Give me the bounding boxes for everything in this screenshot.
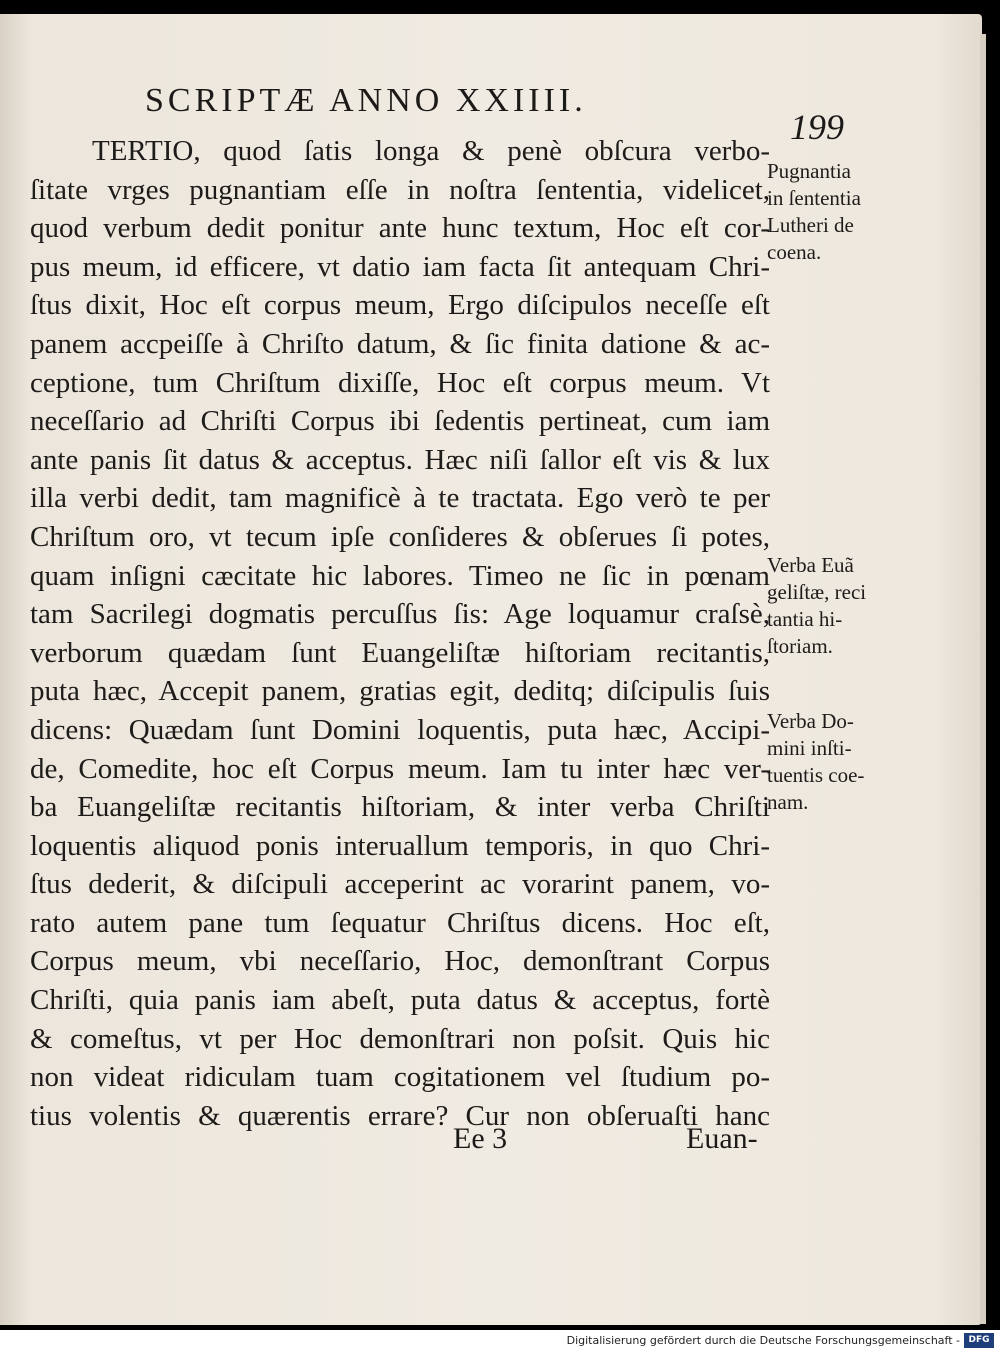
margin-note-verba-euangelistae	[767, 552, 866, 660]
text-line: & comeſtus, vt per Hoc demonſtrari non poſsit. Quis hic	[30, 1022, 770, 1055]
margin-note-line: Lutheri de	[767, 213, 854, 237]
text-line: ſtus dixit, Hoc eſt corpus meum, Ergo diſcipulos neceſſe eſt	[30, 289, 770, 322]
text-line: ſitate vrges pugnantiam eſſe in noſtra ſententia, videlicet,	[30, 173, 770, 206]
margin-note-line: geliſtæ, reci	[767, 580, 867, 604]
text-line: ante panis ſit datus & acceptus. Hæc niſi ſallor eſt vis & lux	[30, 443, 770, 476]
body-text	[30, 132, 770, 1135]
margin-note-line: Verba Euã	[767, 553, 854, 577]
margin-note-line: nam.	[767, 790, 809, 814]
margin-note-pugnantia	[767, 158, 861, 266]
text-line: Chriſti, quia panis iam abeſt, puta datus & acceptus, fortè	[30, 984, 770, 1017]
margin-note-line: tuentis coe-	[767, 763, 865, 787]
signature-mark: Ee 3	[453, 1122, 508, 1155]
text-line: quam inſigni cæcitate hic labores. Timeo ne ſic in pœnam	[30, 559, 770, 592]
funding-credit: Digitalisierung gefördert durch die Deutsche Forschungsgemeinschaft -	[566, 1334, 960, 1347]
margin-note-line: tantia hi-	[767, 607, 843, 631]
text-line: tam Sacrilegi dogmatis percuſſus ſis: Age loquamur craſsè,	[30, 598, 770, 631]
text-line: loquentis aliquod ponis interuallum temporis, in quo Chri-	[30, 829, 770, 862]
page-number: 199	[790, 107, 844, 147]
margin-note-line: mini inſti-	[767, 736, 852, 760]
margin-note-line: in ſententia	[767, 186, 861, 210]
text-line: ceptione, tum Chriſtum dixiſſe, Hoc eſt corpus meum. Vt	[30, 366, 770, 399]
page-edge	[980, 34, 986, 1324]
text-line: neceſſario ad Chriſti Corpus ibi ſedentis pertineat, cum iam	[30, 405, 770, 438]
text-line: de, Comedite, hoc eſt Corpus meum. Iam tu inter hæc ver-	[30, 752, 770, 785]
margin-note-verba-domini	[767, 708, 864, 816]
margin-note-line: Verba Do-	[767, 709, 854, 733]
text-line: verborum quædam ſunt Euangeliſtæ hiſtoriam recitantis,	[30, 636, 770, 669]
text-line: non videat ridiculam tuam cogitationem vel ſtudium po-	[30, 1061, 770, 1094]
margin-note-line: Pugnantia	[767, 159, 851, 183]
text-line: ſtus dederit, & diſcipuli acceperint ac vorarint panem, vo-	[30, 868, 770, 901]
catchword: Euan-	[686, 1122, 758, 1155]
footer-bar	[0, 1330, 1000, 1352]
text-line: tius volentis & quærentis errare? Cur non obſeruaſti hanc	[30, 1099, 770, 1132]
text-line: pus meum, id efficere, vt datio iam facta ſit antequam Chri-	[30, 250, 770, 283]
text-line: rato autem pane tum ſequatur Chriſtus dicens. Hoc eſt,	[30, 906, 770, 939]
text-line: panem accpeiſſe à Chriſto datum, & ſic finita datione & ac-	[30, 327, 770, 360]
text-line: illa verbi dedit, tam magnificè à te tractata. Ego verò te per	[30, 482, 770, 515]
text-line: Corpus meum, vbi neceſſario, Hoc, demonſtrant Corpus	[30, 945, 770, 978]
text-line: puta hæc, Accepit panem, gratias egit, deditq; diſcipulis ſuis	[30, 675, 770, 708]
text-line: TERTIO, quod ſatis longa & penè obſcura verbo-	[92, 135, 770, 167]
text-line: dicens: Quædam ſunt Domini loquentis, puta hæc, Accipi-	[30, 713, 770, 746]
text-line: Chriſtum oro, vt tecum ipſe conſideres & obſerues ſi potes,	[30, 520, 770, 553]
text-line: ba Euangeliſtæ recitantis hiſtoriam, & inter verba Chriſti	[30, 791, 770, 824]
dfg-logo-icon[interactable]: DFG	[964, 1333, 994, 1348]
running-head: SCRIPTÆ ANNO XXIIII.	[145, 82, 587, 119]
margin-note-line: coena.	[767, 240, 822, 264]
text-line: quod verbum dedit ponitur ante hunc textum, Hoc eſt cor-	[30, 212, 770, 245]
margin-note-line: ſtoriam.	[767, 634, 833, 658]
